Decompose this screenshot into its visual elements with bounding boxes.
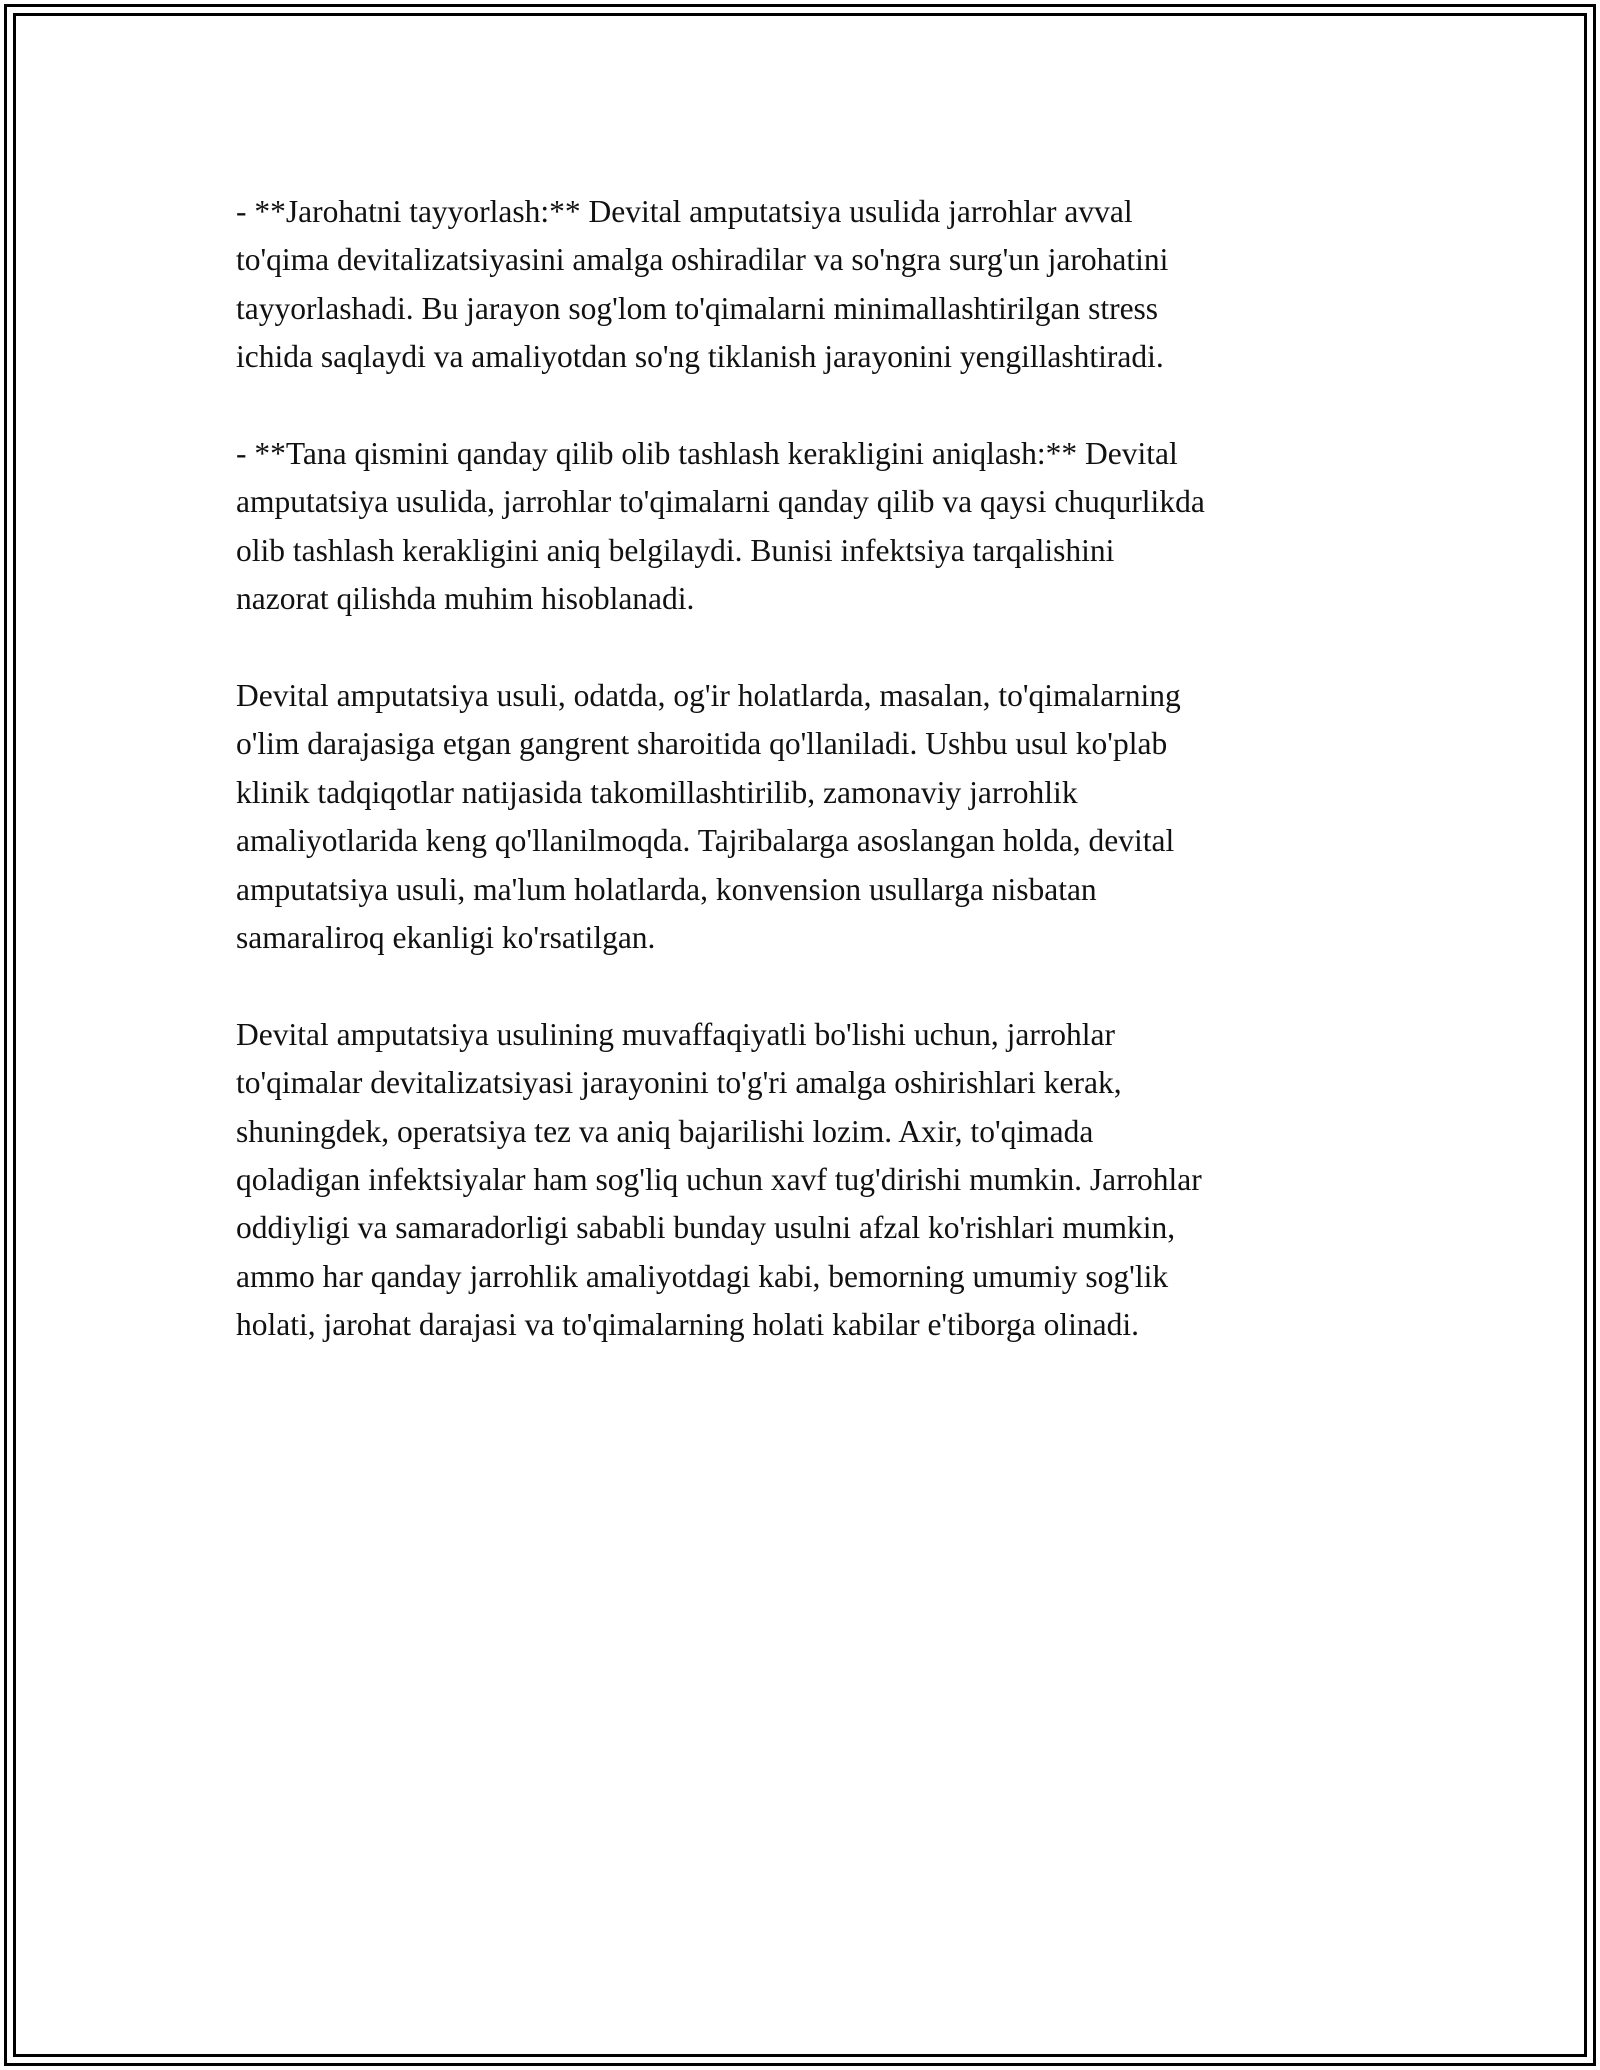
- paragraph-wound-preparation: - **Jarohatni tayyorlash:** Devital amputatsiya usulida jarrohlar avval to'qima devitalizatsiyasini amalga oshiradilar va so'ngra surg'un jarohatini tayyorlashadi. Bu jarayon sog'lom to'qimalarni minimallashtirilgan stress ichida saqlaydi va amaliyotdan so'ng tiklanish jarayonini yengillashtiradi.: [236, 194, 1169, 375]
- paragraph-removal-determination: - **Tana qismini qanday qilib olib tashlash kerakligini aniqlash:** Devital amputatsiya usulida, jarrohlar to'qimalarni qanday qilib va qaysi chuqurlikda olib tashlash kerakligini aniq belgilaydi. Bunisi infektsiya tarqalishini nazorat qilishda muhim hisoblanadi.: [236, 436, 1205, 617]
- document-body: [236, 188, 1376, 1350]
- paragraph-success-conditions: Devital amputatsiya usulining muvaffaqiyatli bo'lishi uchun, jarrohlar to'qimalar devitalizatsiyasi jarayonini to'g'ri amalga oshirishlari kerak, shuningdek, operatsiya tez va aniq bajarilishi lozim. Axir, to'qimada qoladigan infektsiyalar ham sog'liq uchun xavf tug'dirishi mumkin. Jarrohlar oddiyligi va samaradorligi sababli bunday usulni afzal ko'rishlari mumkin, ammo har qanday jarrohlik amaliyotdagi kabi, bemorning umumiy sog'lik holati, jarohat darajasi va to'qimalarning holati kabilar e'tiborga olinadi.: [236, 1016, 1202, 1343]
- paragraph-method-usage: Devital amputatsiya usuli, odatda, og'ir holatlarda, masalan, to'qimalarning o'lim darajasiga etgan gangrent sharoitida qo'llaniladi. Ushbu usul ko'plab klinik tadqiqotlar natijasida takomillashtirilib, zamonaviy jarrohlik amaliyotlarida keng qo'llanilmoqda. Tajribalarga asoslangan holda, devital amputatsiya usuli, ma'lum holatlarda, konvension usullarga nisbatan samaraliroq ekanligi ko'rsatilgan.: [236, 678, 1181, 956]
